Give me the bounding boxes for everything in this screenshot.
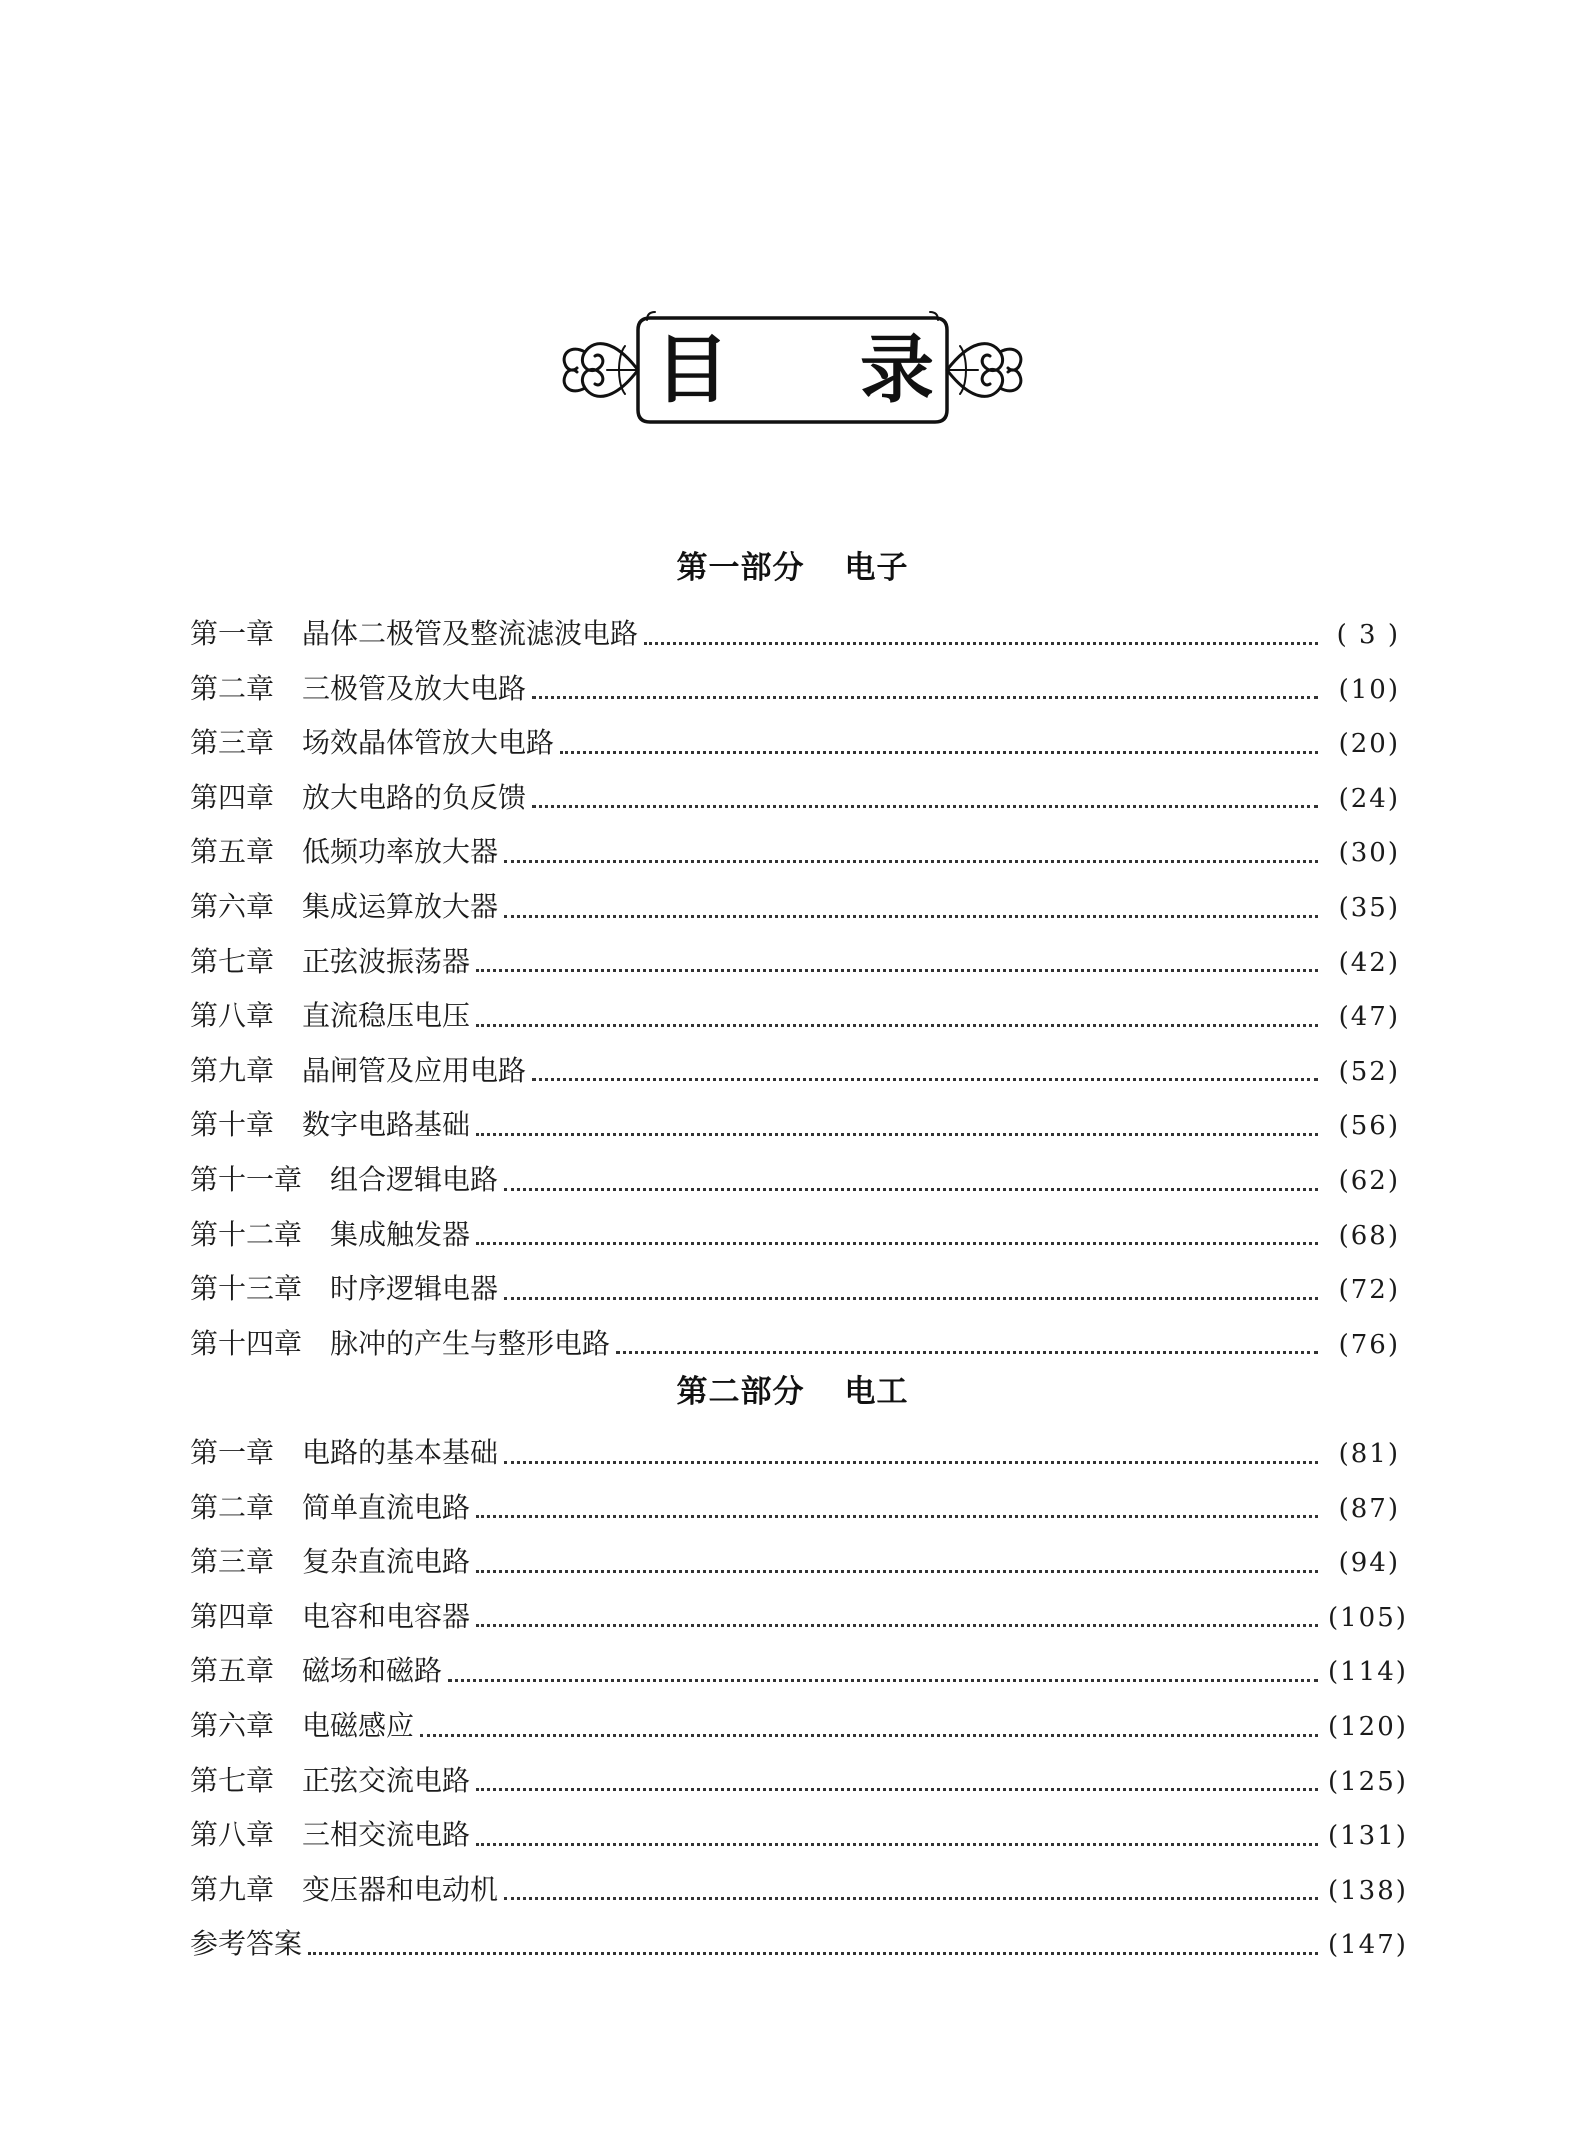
- title-char-left: 目: [655, 327, 729, 413]
- chapter-number: 第三章: [190, 726, 275, 760]
- chapter-number: 第六章: [190, 1708, 275, 1742]
- chapter-title: 集成触发器: [330, 1217, 471, 1251]
- toc-entry[interactable]: [190, 989, 1400, 1044]
- part-subject: 电子: [844, 550, 909, 586]
- page-number: (20): [1338, 729, 1400, 760]
- chapter-number: 第十四章: [190, 1326, 303, 1360]
- page-number: (24): [1338, 783, 1400, 814]
- toc-entry[interactable]: [190, 771, 1400, 826]
- toc-entry[interactable]: [190, 1863, 1408, 1918]
- toc-entry[interactable]: [190, 1590, 1408, 1645]
- part-heading-electrical: [0, 1372, 1585, 1412]
- dot-leader: [476, 1843, 1318, 1846]
- dot-leader: [476, 1242, 1318, 1245]
- dot-leader: [644, 642, 1318, 645]
- chapter-number: 第七章: [190, 1763, 275, 1797]
- part-label: 第二部分: [676, 1374, 805, 1410]
- chapter-number: 第一章: [190, 617, 275, 650]
- page-number: (10): [1338, 674, 1400, 705]
- toc-entry[interactable]: [190, 607, 1400, 662]
- dot-leader: [420, 1734, 1318, 1737]
- dot-leader: [476, 1133, 1318, 1136]
- page-number: (131): [1328, 1821, 1408, 1852]
- page-number: (52): [1338, 1056, 1400, 1087]
- page-number: (120): [1328, 1711, 1408, 1742]
- dot-leader: [504, 915, 1318, 918]
- chapter-title: 脉冲的产生与整形电路: [330, 1326, 611, 1360]
- dot-leader: [476, 1788, 1318, 1791]
- chapter-title: 晶体二极管及整流滤波电路: [302, 617, 639, 650]
- chapter-number: 第六章: [190, 889, 275, 923]
- page-number: (42): [1338, 947, 1400, 978]
- dot-leader: [476, 1570, 1318, 1573]
- chapter-title: 直流稳压电压: [302, 999, 471, 1033]
- toc-entry[interactable]: [190, 662, 1400, 717]
- chapter-number: 第七章: [190, 944, 275, 978]
- page-number: ( 3 ): [1336, 620, 1400, 650]
- toc-entry[interactable]: [190, 1481, 1400, 1536]
- chapter-number: 第四章: [190, 1599, 275, 1633]
- chapter-title: 简单直流电路: [302, 1490, 471, 1524]
- chapter-number: 第十一章: [190, 1162, 303, 1196]
- chapter-title: 组合逻辑电路: [330, 1162, 499, 1196]
- chapter-number: 第三章: [190, 1545, 275, 1579]
- chapter-number: 第八章: [190, 1818, 275, 1852]
- chapter-title: 电容和电容器: [302, 1599, 471, 1633]
- page-number: (114): [1328, 1657, 1408, 1688]
- page-number: (94): [1338, 1548, 1400, 1579]
- chapter-number: 第九章: [190, 1872, 275, 1906]
- toc-entry[interactable]: [190, 1644, 1408, 1699]
- toc-entry[interactable]: [190, 1153, 1400, 1208]
- page-number: (81): [1338, 1439, 1400, 1469]
- toc-list-electronics: [190, 607, 1400, 1371]
- toc-entry[interactable]: [190, 880, 1400, 935]
- chapter-title: 放大电路的负反馈: [302, 780, 527, 814]
- toc-entry[interactable]: [190, 1208, 1400, 1263]
- page-number: (30): [1338, 838, 1400, 869]
- dot-leader: [476, 1624, 1318, 1627]
- toc-entry[interactable]: [190, 716, 1400, 771]
- chapter-number: 第四章: [190, 780, 275, 814]
- chapter-title: 场效晶体管放大电路: [302, 726, 555, 760]
- toc-entry[interactable]: [190, 1535, 1400, 1590]
- page-number: (68): [1338, 1220, 1400, 1251]
- chapter-title: 集成运算放大器: [302, 889, 499, 923]
- chapter-title: 数字电路基础: [302, 1108, 471, 1142]
- chapter-title: 变压器和电动机: [302, 1872, 499, 1906]
- chapter-number: 第十二章: [190, 1217, 303, 1251]
- dot-leader: [532, 805, 1318, 808]
- toc-entry[interactable]: [190, 1426, 1400, 1481]
- part-label: 第一部分: [676, 550, 805, 586]
- page-number: (35): [1338, 892, 1400, 923]
- chapter-title: 晶闸管及应用电路: [302, 1053, 527, 1087]
- toc-entry[interactable]: [190, 1699, 1408, 1754]
- chapter-title: 复杂直流电路: [302, 1545, 471, 1579]
- toc-entry[interactable]: [190, 1808, 1408, 1863]
- toc-entry[interactable]: [190, 1098, 1400, 1153]
- toc-entry[interactable]: [190, 1317, 1400, 1372]
- dot-leader: [616, 1351, 1318, 1354]
- dot-leader: [532, 696, 1318, 699]
- page-number: (138): [1328, 1875, 1408, 1906]
- dot-leader: [504, 1297, 1318, 1300]
- chapter-title: 三极管及放大电路: [302, 671, 527, 705]
- chapter-number: 第五章: [190, 835, 275, 869]
- chapter-number: 第二章: [190, 1490, 275, 1524]
- chapter-title: 正弦交流电路: [302, 1763, 471, 1797]
- dot-leader: [476, 969, 1318, 972]
- toc-list-electrical: [190, 1426, 1408, 1972]
- page-number: (72): [1338, 1275, 1400, 1306]
- dot-leader: [532, 1078, 1318, 1081]
- chapter-title: 电磁感应: [302, 1708, 415, 1742]
- chapter-title: 正弦波振荡器: [302, 944, 471, 978]
- chapter-number: 第二章: [190, 671, 275, 705]
- toc-entry[interactable]: [190, 1044, 1400, 1099]
- dot-leader: [504, 1461, 1318, 1464]
- part-subject: 电工: [844, 1374, 909, 1410]
- chapter-title: 时序逻辑电器: [330, 1272, 499, 1306]
- dot-leader: [504, 1897, 1318, 1900]
- dot-leader: [560, 751, 1318, 754]
- page-number: (56): [1338, 1111, 1400, 1142]
- toc-entry-appendix[interactable]: [190, 1917, 1408, 1972]
- title-ornament: [555, 300, 1030, 440]
- toc-entry[interactable]: [190, 1754, 1408, 1809]
- chapter-title: 磁场和磁路: [302, 1654, 443, 1688]
- toc-entry[interactable]: [190, 935, 1400, 990]
- appendix-title: 参考答案: [190, 1927, 303, 1961]
- chapter-number: 第八章: [190, 999, 275, 1033]
- page-number: (147): [1328, 1930, 1408, 1961]
- page-number: (125): [1328, 1766, 1408, 1797]
- page-number: (62): [1338, 1165, 1400, 1196]
- chapter-title: 电路的基本基础: [302, 1436, 499, 1469]
- chapter-number: 第一章: [190, 1436, 275, 1469]
- page-number: (47): [1338, 1002, 1400, 1033]
- page-number: (105): [1328, 1602, 1408, 1633]
- toc-title-block: [555, 300, 1030, 440]
- chapter-title: 低频功率放大器: [302, 835, 499, 869]
- dot-leader: [504, 860, 1318, 863]
- chapter-number: 第五章: [190, 1654, 275, 1688]
- dot-leader: [504, 1188, 1318, 1191]
- toc-entry[interactable]: [190, 1262, 1400, 1317]
- title-char-right: 录: [860, 327, 934, 413]
- dot-leader: [476, 1024, 1318, 1027]
- page-number: (76): [1338, 1329, 1400, 1360]
- chapter-title: 三相交流电路: [302, 1818, 471, 1852]
- chapter-number: 第十章: [190, 1108, 275, 1142]
- chapter-number: 第十三章: [190, 1272, 303, 1306]
- page-number: (87): [1338, 1493, 1400, 1524]
- chapter-number: 第九章: [190, 1053, 275, 1087]
- part-heading-electronics: [0, 548, 1585, 588]
- dot-leader: [448, 1679, 1318, 1682]
- dot-leader: [476, 1515, 1318, 1518]
- dot-leader: [308, 1952, 1318, 1955]
- toc-entry[interactable]: [190, 825, 1400, 880]
